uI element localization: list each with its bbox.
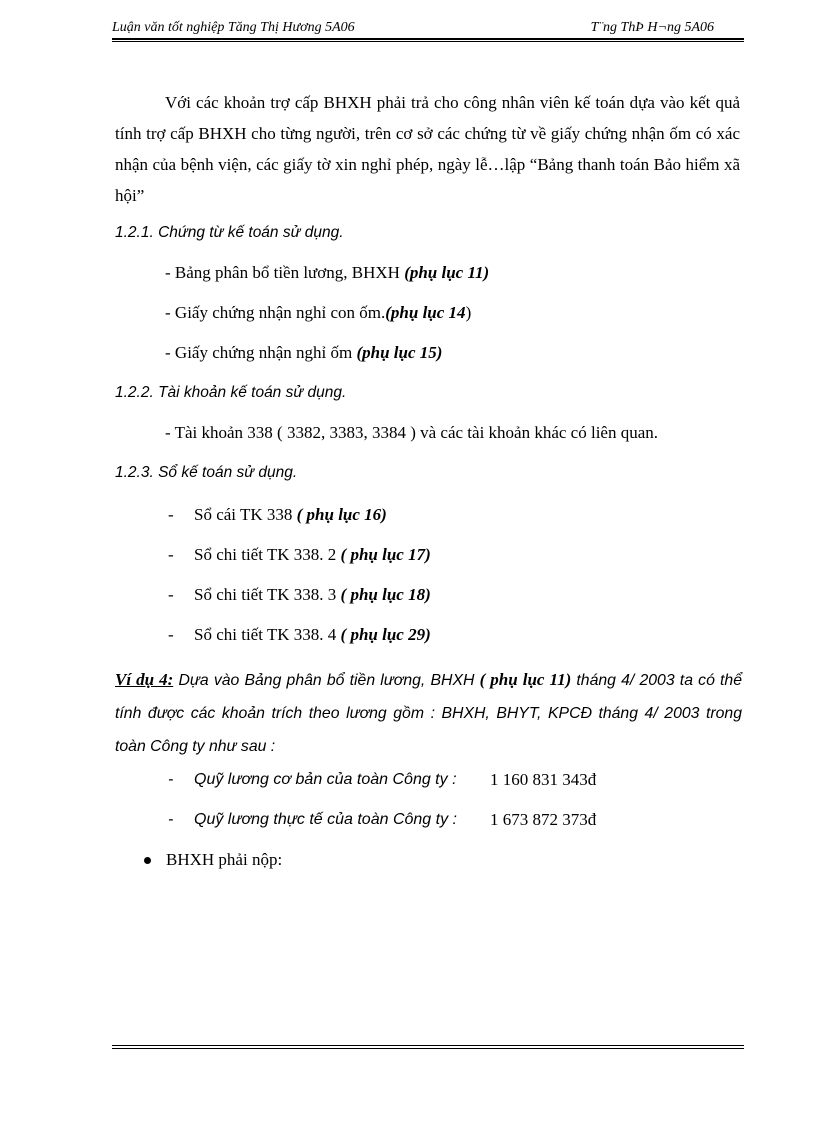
fund-label: Quỹ lương thực tế của toàn Công ty : xyxy=(194,811,457,828)
example-text-part2: tháng 4/ 2003 ta có thể tính được các khoản trích theo lương gồm : BHXH, BHYT, KPCĐ tháng 4/ 2003 trong toàn Công ty như sau : xyxy=(115,672,742,755)
document-item-suffix: ) xyxy=(465,303,472,322)
header-rule xyxy=(112,38,744,40)
ledger-text: Sổ chi tiết TK 338. 4 ( phụ lục 29) xyxy=(194,625,431,644)
section-1-2-2-heading: 1.2.2. Tài khoản kế toán sử dụng. xyxy=(115,384,347,401)
appendix-ref: (phụ lục 11) xyxy=(404,263,490,282)
example-text-part1: Dựa vào Bảng phân bổ tiền lương, BHXH xyxy=(173,672,480,689)
account-line: - Tài khoản 338 ( 3382, 3383, 3384 ) và các tài khoản khác có liên quan. xyxy=(165,423,659,442)
ledger-text: Sổ chi tiết TK 338. 2 ( phụ lục 17) xyxy=(194,545,431,564)
list-dash: - xyxy=(168,505,174,524)
list-dash: - xyxy=(168,545,174,564)
ledger-text: Sổ chi tiết TK 338. 3 ( phụ lục 18) xyxy=(194,585,431,604)
intro-paragraph: Với các khoản trợ cấp BHXH phải trả cho công nhân viên kế toán dựa vào kết quả tính trợ cấp BHXH cho từng người, trên cơ sở các chứng từ về giấy chứng nhận ốm có xác nhận của bệnh viện, các giấy tờ xin nghỉ phép, ngày lễ…lập “Bảng thanh toán Bảo hiểm xã hội” xyxy=(115,93,740,205)
header-left-text: Luận văn tốt nghiệp Tăng Thị Hương 5A06 xyxy=(112,20,355,35)
list-dash: - xyxy=(168,585,174,604)
appendix-ref: (phụ lục 15) xyxy=(356,343,443,362)
example-label: Ví dụ 4: xyxy=(115,670,174,689)
appendix-ref: ( phụ lục 16) xyxy=(296,505,387,524)
document-item-3 xyxy=(165,343,442,363)
header-right-text: T¨ng ThÞ H¬ng 5A06 xyxy=(590,20,714,35)
list-dash: - xyxy=(168,811,174,828)
page-header xyxy=(112,20,744,40)
list-dash: - xyxy=(168,771,174,788)
footer-rule-second xyxy=(112,1048,744,1049)
appendix-ref: ( phụ lục 18) xyxy=(340,585,431,604)
example-paragraph xyxy=(115,663,742,763)
appendix-ref: ( phụ lục 29) xyxy=(340,625,431,644)
fund-value: 1 673 872 373đ xyxy=(490,810,597,829)
section-1-2-3-heading: 1.2.3. Sổ kế toán sử dụng. xyxy=(115,464,298,481)
section-1-2-1-heading: 1.2.1. Chứng từ kế toán sử dụng. xyxy=(115,224,344,241)
document-item-2 xyxy=(165,303,471,323)
footer-rule xyxy=(112,1045,744,1046)
document-item-text: - Bảng phân bổ tiền lương, BHXH xyxy=(165,263,405,282)
ledger-text: Sổ cái TK 338 ( phụ lục 16) xyxy=(194,505,387,524)
appendix-ref: (phụ lục 14 xyxy=(385,303,466,322)
bullet-icon xyxy=(144,857,151,864)
fund-label: Quỹ lương cơ bản của toàn Công ty : xyxy=(194,771,457,788)
fund-value: 1 160 831 343đ xyxy=(490,770,597,789)
appendix-ref: ( phụ lục 17) xyxy=(340,545,431,564)
document-item-text: - Giấy chứng nhận nghỉ ốm xyxy=(165,343,357,362)
document-item-text: - Giấy chứng nhận nghỉ con ốm. xyxy=(165,303,386,322)
list-dash: - xyxy=(168,625,174,644)
document-item-1 xyxy=(165,263,489,283)
bullet-item: BHXH phải nộp: xyxy=(166,850,283,869)
header-rule-thin xyxy=(112,41,744,42)
appendix-ref: ( phụ lục 11) xyxy=(479,670,572,689)
